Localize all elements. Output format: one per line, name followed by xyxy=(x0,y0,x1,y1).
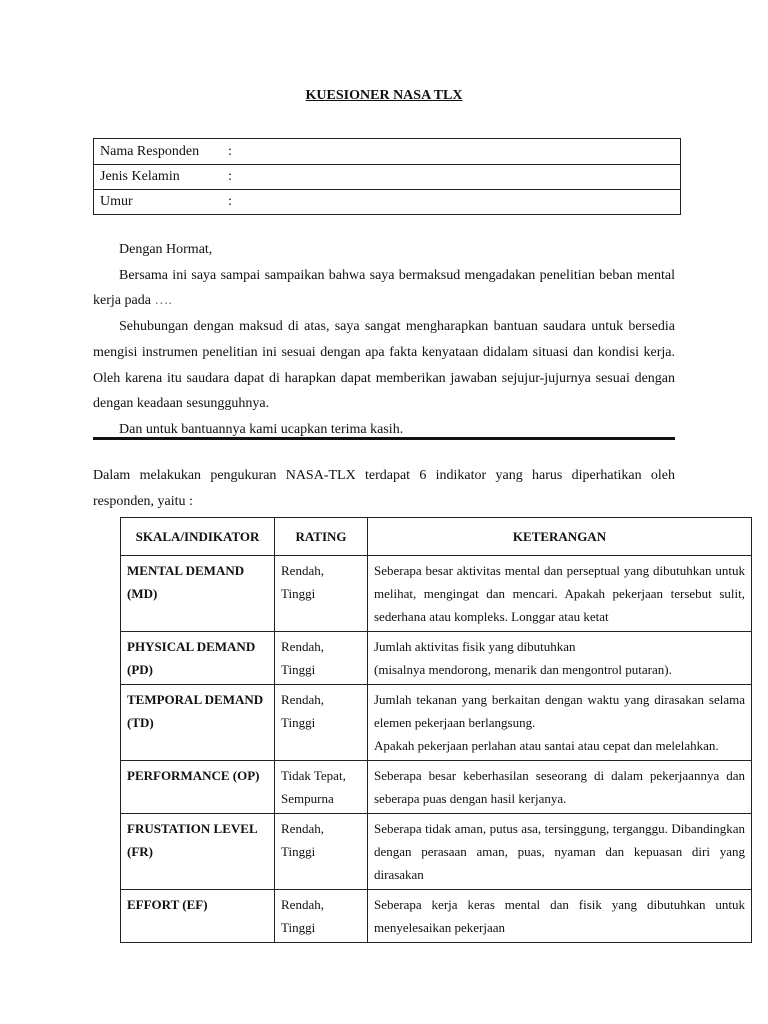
nasa-tlx-indicator-table xyxy=(120,517,752,943)
rating-cell: Rendah, Tinggi xyxy=(275,685,368,761)
respondent-info-box xyxy=(93,138,681,215)
respondent-row-gender xyxy=(94,164,680,189)
keterangan-text: Jumlah aktivitas fisik yang dibutuhkan xyxy=(374,639,576,654)
respondent-colon: : xyxy=(228,194,232,209)
indikator-cell: TEMPORAL DEMAND (TD) xyxy=(121,685,275,761)
rating-cell: Rendah, Tinggi xyxy=(275,556,368,632)
indikator-cell: PHYSICAL DEMAND (PD) xyxy=(121,632,275,685)
section-divider xyxy=(93,437,675,440)
keterangan-text: Apakah pekerjaan perlahan atau santai atau cepat dan melelahkan. xyxy=(374,738,719,753)
table-row xyxy=(121,890,752,943)
header-keterangan: KETERANGAN xyxy=(368,518,752,556)
rating-cell: Rendah, Tinggi xyxy=(275,814,368,890)
letter-paragraph-2: Sehubungan dengan maksud di atas, saya sangat mengharapkan bantuan saudara untuk bersedia mengisi instrumen penelitian ini sesuai dengan apa fakta kenyataan didalam situasi dan kondisi kerja. Oleh karena itu saudara dapat di harapkan dapat memberikan jawaban sejujur-jujurnya sesuai dengan dengan keadaan sesungguhnya. xyxy=(93,319,675,412)
respondent-colon: : xyxy=(228,143,232,159)
rating-cell: Rendah, Tinggi xyxy=(275,890,368,943)
indikator-cell: MENTAL DEMAND (MD) xyxy=(121,556,275,632)
document-title: KUESIONER NASA TLX xyxy=(305,88,463,103)
table-row xyxy=(121,632,752,685)
keterangan-text: Jumlah tekanan yang berkaitan dengan waktu yang dirasakan selama elemen pekerjaan berlangsung. xyxy=(374,692,745,730)
table-row xyxy=(121,761,752,814)
letter-greeting: Dengan Hormat, xyxy=(119,242,213,257)
table-row xyxy=(121,556,752,632)
keterangan-cell xyxy=(368,814,752,890)
header-indikator: SKALA/INDIKATOR xyxy=(121,518,275,556)
keterangan-cell xyxy=(368,556,752,632)
rating-cell: Tidak Tepat, Sempurna xyxy=(275,761,368,814)
keterangan-text: Seberapa besar keberhasilan seseorang di dalam pekerjaannya dan seberapa puas dengan hasil kerjanya. xyxy=(374,768,745,806)
letter-paragraph-1-dots: …. xyxy=(154,293,172,309)
rating-cell: Rendah, Tinggi xyxy=(275,632,368,685)
cover-letter xyxy=(93,237,675,443)
keterangan-cell xyxy=(368,761,752,814)
respondent-colon: : xyxy=(228,169,232,184)
indicator-intro-text: Dalam melakukan pengukuran NASA-TLX terdapat 6 indikator yang harus diperhatikan oleh responden, yaitu : xyxy=(93,468,675,509)
indicator-intro xyxy=(93,463,675,515)
keterangan-text: Seberapa tidak aman, putus asa, tersinggung, terganggu. Dibandingkan dengan perasaan aman, puas, nyaman dan kepuasan diri yang dirasakan xyxy=(374,821,745,882)
table-row xyxy=(121,814,752,890)
letter-paragraph-1 xyxy=(93,263,675,314)
table-header-row xyxy=(121,518,752,556)
keterangan-cell xyxy=(368,890,752,943)
keterangan-cell xyxy=(368,685,752,761)
keterangan-text: (misalnya mendorong, menarik dan mengontrol putaran). xyxy=(374,662,672,677)
respondent-row-name xyxy=(94,139,680,164)
keterangan-cell xyxy=(368,632,752,685)
letter-paragraph-1-text: Bersama ini saya sampai sampaikan bahwa saya bermaksud mengadakan penelitian beban mental kerja pada xyxy=(93,267,675,309)
header-rating: RATING xyxy=(275,518,368,556)
keterangan-text: Seberapa kerja keras mental dan fisik yang dibutuhkan untuk menyelesaikan pekerjaan xyxy=(374,897,745,935)
indikator-cell: EFFORT (EF) xyxy=(121,890,275,943)
respondent-row-age xyxy=(94,189,680,214)
indikator-cell: FRUSTATION LEVEL (FR) xyxy=(121,814,275,890)
respondent-label: Jenis Kelamin xyxy=(100,169,180,184)
indikator-cell: PERFORMANCE (OP) xyxy=(121,761,275,814)
respondent-label: Umur xyxy=(100,194,133,209)
respondent-label: Nama Responden xyxy=(100,143,200,159)
letter-paragraph-3: Dan untuk bantuannya kami ucapkan terima kasih. xyxy=(119,421,404,437)
table-row xyxy=(121,685,752,761)
keterangan-text: Seberapa besar aktivitas mental dan perseptual yang dibutuhkan untuk melihat, mengingat dan mencari. Apakah pekerjaan tersebut sulit, sederhana atau kompleks. Longgar atau ketat xyxy=(374,563,745,624)
